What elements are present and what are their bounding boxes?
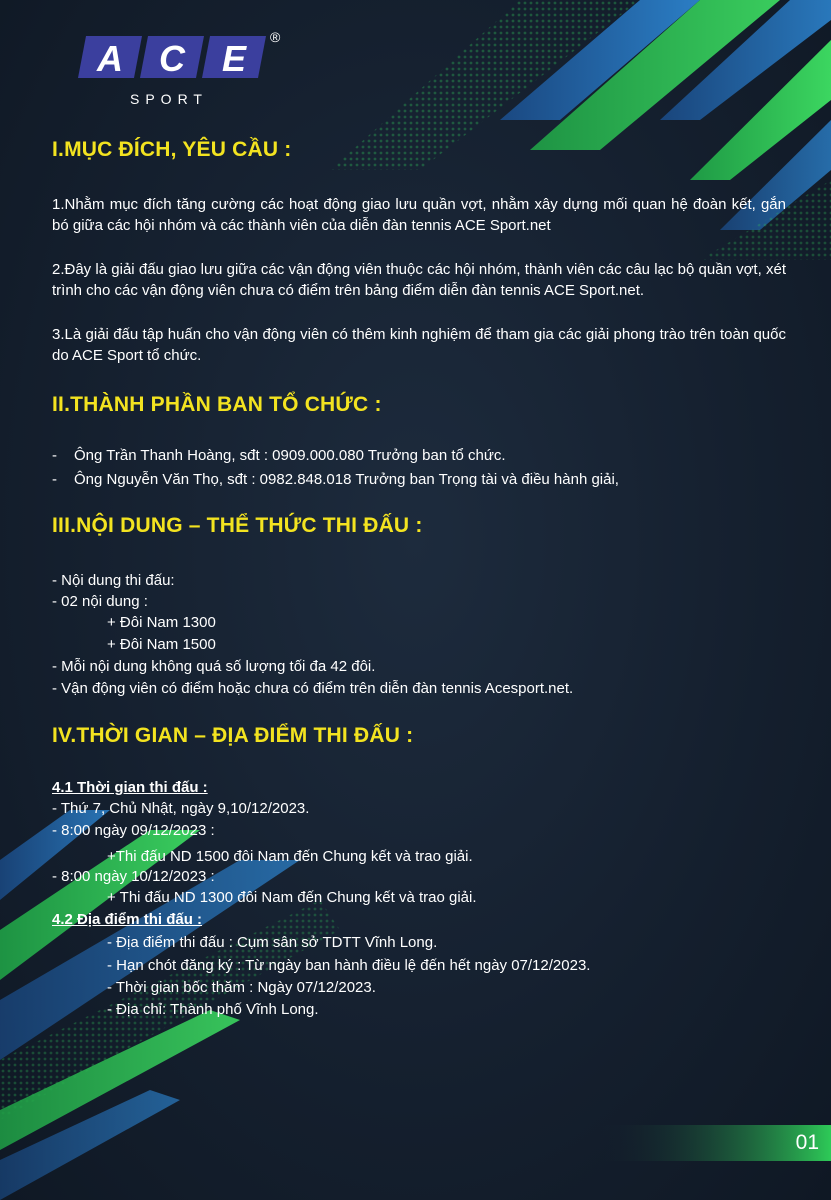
logo-letter-c: C xyxy=(159,38,185,79)
ace-sport-logo xyxy=(78,28,288,108)
section-1-paragraph-3: 3.Là giải đấu tập huấn cho vận động viên có thêm kinh nghiệm để tham gia các giải phong trào trên toàn quốc do ACE Sport tổ chức. xyxy=(52,326,786,364)
place-line: - Địa chỉ: Thành phố Vĩnh Long. xyxy=(107,1001,319,1018)
organizer-item xyxy=(52,445,506,466)
time-line: - 8:00 ngày 10/12/2023 : xyxy=(52,868,215,885)
section-1-paragraph-2: 2.Đây là giải đấu giao lưu giữa các vận động viên thuộc các hội nhóm, thành viên các câu lạc bộ quần vợt, xét trình cho các vận động viên chưa có điểm trên bảng điểm diễn đàn tennis ACE Sport.net. xyxy=(52,261,786,299)
event-item: + Đôi Nam 1500 xyxy=(107,636,216,653)
section-1-heading: I.MỤC ĐÍCH, YÊU CẦU : xyxy=(52,138,292,161)
section-3-heading: III.NỘI DUNG – THỂ THỨC THI ĐẤU : xyxy=(52,514,423,537)
content-line: - Mỗi nội dung không quá số lượng tối đa 42 đôi. xyxy=(52,658,376,675)
organizer-text: Ông Nguyễn Văn Thọ, sđt : 0982.848.018 Trưởng ban Trọng tài và điều hành giải, xyxy=(74,471,619,488)
subheading-place: 4.2 Địa điểm thi đấu : xyxy=(52,911,203,928)
content-line: - 02 nội dung : xyxy=(52,593,148,610)
list-dash: - xyxy=(52,447,57,464)
registered-mark: ® xyxy=(270,29,281,45)
section-4-heading: IV.THỜI GIAN – ĐỊA ĐIỂM THI ĐẤU : xyxy=(52,724,414,747)
time-line: - 8:00 ngày 09/12/2023 : xyxy=(52,822,215,839)
logo-letter-a: A xyxy=(97,38,123,79)
section-1-paragraph-1: 1.Nhằm mục đích tăng cường các hoạt động giao lưu quần vợt, nhằm xây dựng mối quan hệ đoàn kết, gắn bó giữa các hội nhóm và các thành viên của diễn đàn tennis ACE Sport.net xyxy=(52,196,786,234)
event-item: + Đôi Nam 1300 xyxy=(107,614,216,631)
page-number: 01 xyxy=(795,1131,819,1154)
content-line: - Vận động viên có điểm hoặc chưa có điểm trên diễn đàn tennis Acesport.net. xyxy=(52,680,574,697)
time-detail: + Thi đấu ND 1300 đôi Nam đến Chung kết và trao giải. xyxy=(107,889,477,906)
list-dash: - xyxy=(52,471,57,488)
organizer-text: Ông Trần Thanh Hoàng, sđt : 0909.000.080 Trưởng ban tổ chức. xyxy=(74,447,506,464)
organizer-item xyxy=(52,469,619,490)
section-2-heading: II.THÀNH PHẦN BAN TỔ CHỨC : xyxy=(52,393,382,416)
place-line: - Địa điểm thi đấu : Cụm sân sở TDTT Vĩnh Long. xyxy=(107,934,438,951)
logo-letter-e: E xyxy=(221,38,247,79)
place-line: - Thời gian bốc thăm : Ngày 07/12/2023. xyxy=(107,979,376,996)
subheading-time: 4.1 Thời gian thi đấu : xyxy=(52,779,208,796)
time-detail: +Thi đấu ND 1500 đôi Nam đến Chung kết và trao giải. xyxy=(107,848,473,865)
time-line: - Thứ 7, Chủ Nhật, ngày 9,10/12/2023. xyxy=(52,800,310,817)
place-line: - Hạn chót đăng ký : Từ ngày ban hành điều lệ đến hết ngày 07/12/2023. xyxy=(107,957,591,974)
logo-tagline: SPORT xyxy=(130,91,208,107)
content-line: - Nội dung thi đấu: xyxy=(52,572,175,589)
